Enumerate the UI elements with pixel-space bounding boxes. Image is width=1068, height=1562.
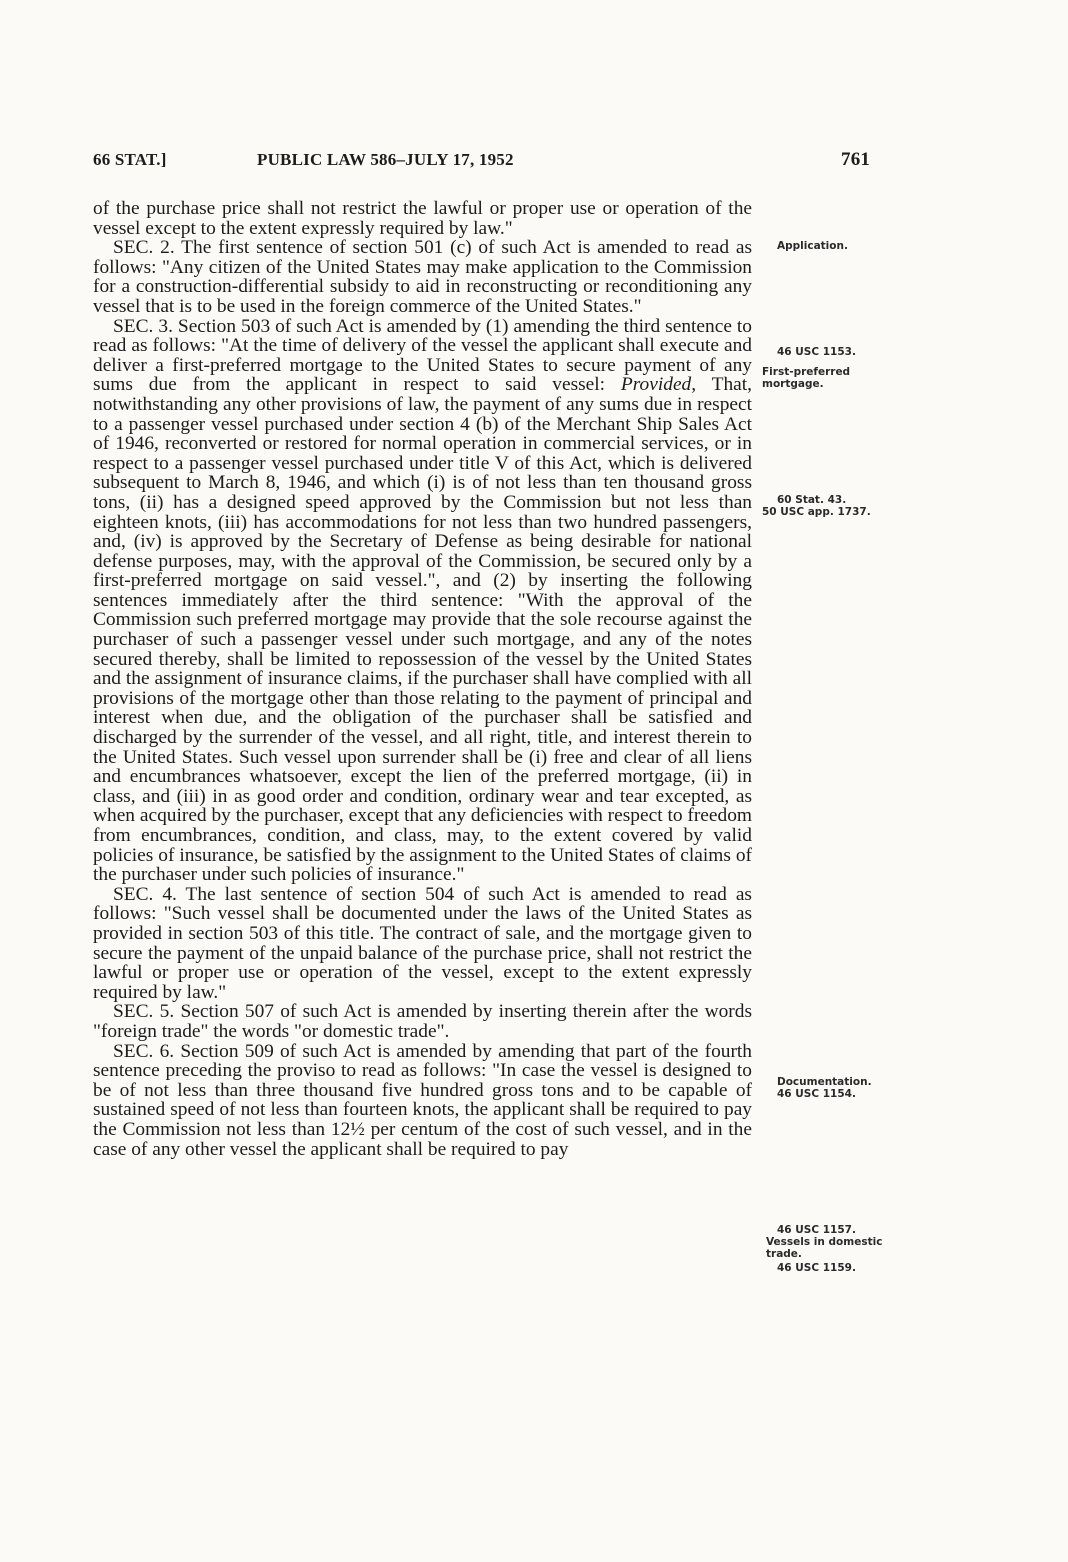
section-5 <box>93 1002 752 1041</box>
header-volume: 66 STAT.] <box>93 150 167 169</box>
section-6 <box>93 1042 752 1160</box>
section-label: SEC. 6. <box>113 1040 175 1062</box>
margin-note-domestic-trade: Vessels in domestic trade. <box>766 1236 883 1260</box>
section-text: Section 503 of such Act is amended by (1) amending the third sentence to read as follows: "At the time of delivery of the vessel the applicant shall execute and deliver a first-preferred mortgage to the United States to secure payment of any sums due from the applicant in respect to said vessel: <box>93 315 752 396</box>
section-label: SEC. 2. <box>113 237 175 259</box>
section-text: The first sentence of section 501 (c) of such Act is amended to read as follows: "Any citizen of the United States may make application to the Commission for a construction-differential subsidy to aid in reconstructing or reconditioning any vessel that is to be used in the foreign commerce of the United States." <box>93 237 752 317</box>
section-text: Section 507 of such Act is amended by inserting therein after the words "foreign trade" the words "or domestic trade". <box>93 1001 752 1042</box>
section-4 <box>93 885 752 1003</box>
section-text-continued: That, notwithstanding any other provisions of law, the payment of any sums due in respect to a passenger vessel purchased under section 4 (b) of the Merchant Ship Sales Act of 1946, reconverted or restored for normal operation in commercial services, or in respect to a passenger vessel purchased under title V of this Act, which is delivered subsequent to March 8, 1946, and which (i) is of not less than ten thousand gross tons, (ii) has a designed speed approved by the Commission but not less than eighteen knots, (iii) has accommodations for not less than two hundred passengers, and, (iv) is approved by the Secretary of Defense as being desirable for national defense purposes, may, with the approval of the Commission, be secured only by a first-preferred mortgage on said vessel.", and (2) by inserting the following sentences immediately after the third sentence: "With the approval of the Commission such preferred mortgage may provide that the sole recourse against the purchaser of such a passenger vessel under such mortgage, and any of the notes secured thereby, shall be limited to repossession of the vessel by the United States and the assignment of insurance claims, if the purchaser shall have complied with all provisions of the mortgage other than those relating to the payment of principal and interest when due, and the obligation of the purchaser shall be satisfied and discharged by the surrender of the vessel, and all right, title, and interest therein to the United States. Such vessel upon surrender shall be (i) free and clear of all liens and encumbrances whatsoever, except the lien of the preferred mortgage, (ii) in class, and (iii) in as good order and condition, ordinary wear and tear excepted, as when acquired by the purchaser, except that any deficiencies with respect to freedom from encumbrances, condition, and class, may, to the extent covered by valid policies of insurance, be satisfied by the assignment to the United States of claims of the purchaser under such policies of insurance." <box>93 374 752 886</box>
header-title: PUBLIC LAW 586–JULY 17, 1952 <box>257 150 514 169</box>
paragraph-continued: of the purchase price shall not restrict the lawful or proper use or operation of the vessel except to the extent expressly required by law." <box>93 198 752 239</box>
margin-note-usc-1159: 46 USC 1159. <box>777 1262 856 1274</box>
margin-note-usc-1157: 46 USC 1157. <box>777 1224 856 1236</box>
section-text: The last sentence of section 504 of such Act is amended to read as follows: "Such vessel shall be documented under the laws of the United States as provided in section 503 of this title. The contract of sale, and the mortgage given to secure the payment of the unpaid balance of the purchase price, shall not restrict the lawful or proper use or operation of the vessel, except to the extent expressly required by law." <box>93 883 752 1003</box>
margin-note-documentation: Documentation. <box>777 1076 872 1088</box>
margin-note-application: Application. <box>777 240 848 252</box>
section-label: SEC. 5. <box>113 1001 175 1023</box>
margin-note-usc-1153: 46 USC 1153. <box>777 346 856 358</box>
statute-text <box>93 199 752 1159</box>
margin-note-50-usc-app: 50 USC app. 1737. <box>762 506 871 518</box>
margin-note-usc-1154: 46 USC 1154. <box>777 1088 856 1100</box>
section-3 <box>93 317 752 885</box>
margin-note-60-stat: 60 Stat. 43. <box>777 494 847 506</box>
page-number: 761 <box>841 149 871 170</box>
margin-note-first-preferred: First-preferred mortgage. <box>762 366 851 390</box>
page-header <box>93 150 893 176</box>
proviso-italic: Provided, <box>620 374 697 396</box>
section-label: SEC. 3. <box>113 315 173 337</box>
section-2 <box>93 238 752 316</box>
section-text: Section 509 of such Act is amended by amending that part of the fourth sentence preceding the proviso to read as follows: "In case the vessel is designed to be of not less than three thousand five hundred gross tons and to be capable of sustained speed of not less than fourteen knots, the applicant shall be required to pay the Commission not less than 12½ per centum of the cost of such vessel, and in the case of any other vessel the applicant shall be required to pay <box>93 1040 752 1160</box>
section-label: SEC. 4. <box>113 883 177 905</box>
